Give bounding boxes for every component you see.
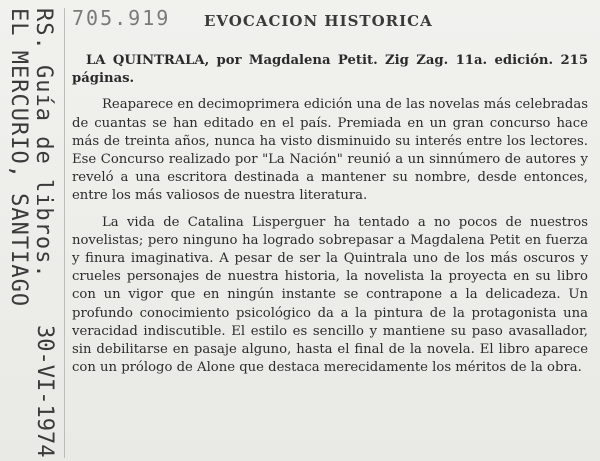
margin-note-section: RS. Guía de libros. (31, 8, 56, 279)
catalog-number: 705.919 (72, 6, 171, 30)
article-body (72, 52, 588, 385)
article-heading: EVOCACION HISTORICA (204, 12, 433, 30)
article-paragraph-1: Reaparece en decimoprimera edición una de las novelas más celebradas de cuantas se han editado en el país. Premiada en un gran concurso hace más de treinta años, nunca ha visto disminuido su interés entre los lectores. Ese Concurso realizado por "La Nación" reunió a un sinnúmero de autores y reveló a una escritora destinada a mantener su nombre, desde entonces, entre los más valiosos de nuestra literatura. (72, 97, 588, 204)
margin-note-date: 30-VI-1974 (32, 325, 57, 458)
margin-divider (64, 8, 65, 458)
article-paragraph-2: La vida de Catalina Lisperguer ha tentado a no pocos de nuestros novelistas; pero ninguno ha logrado sobrepasar a Magdalena Petit en fuerza y finura imaginativa. A pesar de ser la Quintrala uno de los más oscuros y crueles personajes de nuestra historia, la novelista la proyecta en su libro con un vigor que en ningún instante se contrapone a la delicadeza. Un profundo conocimiento psicológico da a la pintura de la protagonista una veracidad indiscutible. El estilo es sencillo y mantiene su paso avasallador, sin debilitarse en pasaje alguno, hasta el final de la novela. El libro aparece con un prólogo de Alone que destaca merecidamente los méritos de la obra. (72, 214, 588, 376)
margin-note-source: EL MERCURIO, SANTIAGO (6, 8, 31, 308)
book-reference: LA QUINTRALA, por Magdalena Petit. Zig Zag. 11a. edición. 215 páginas. (72, 53, 588, 87)
